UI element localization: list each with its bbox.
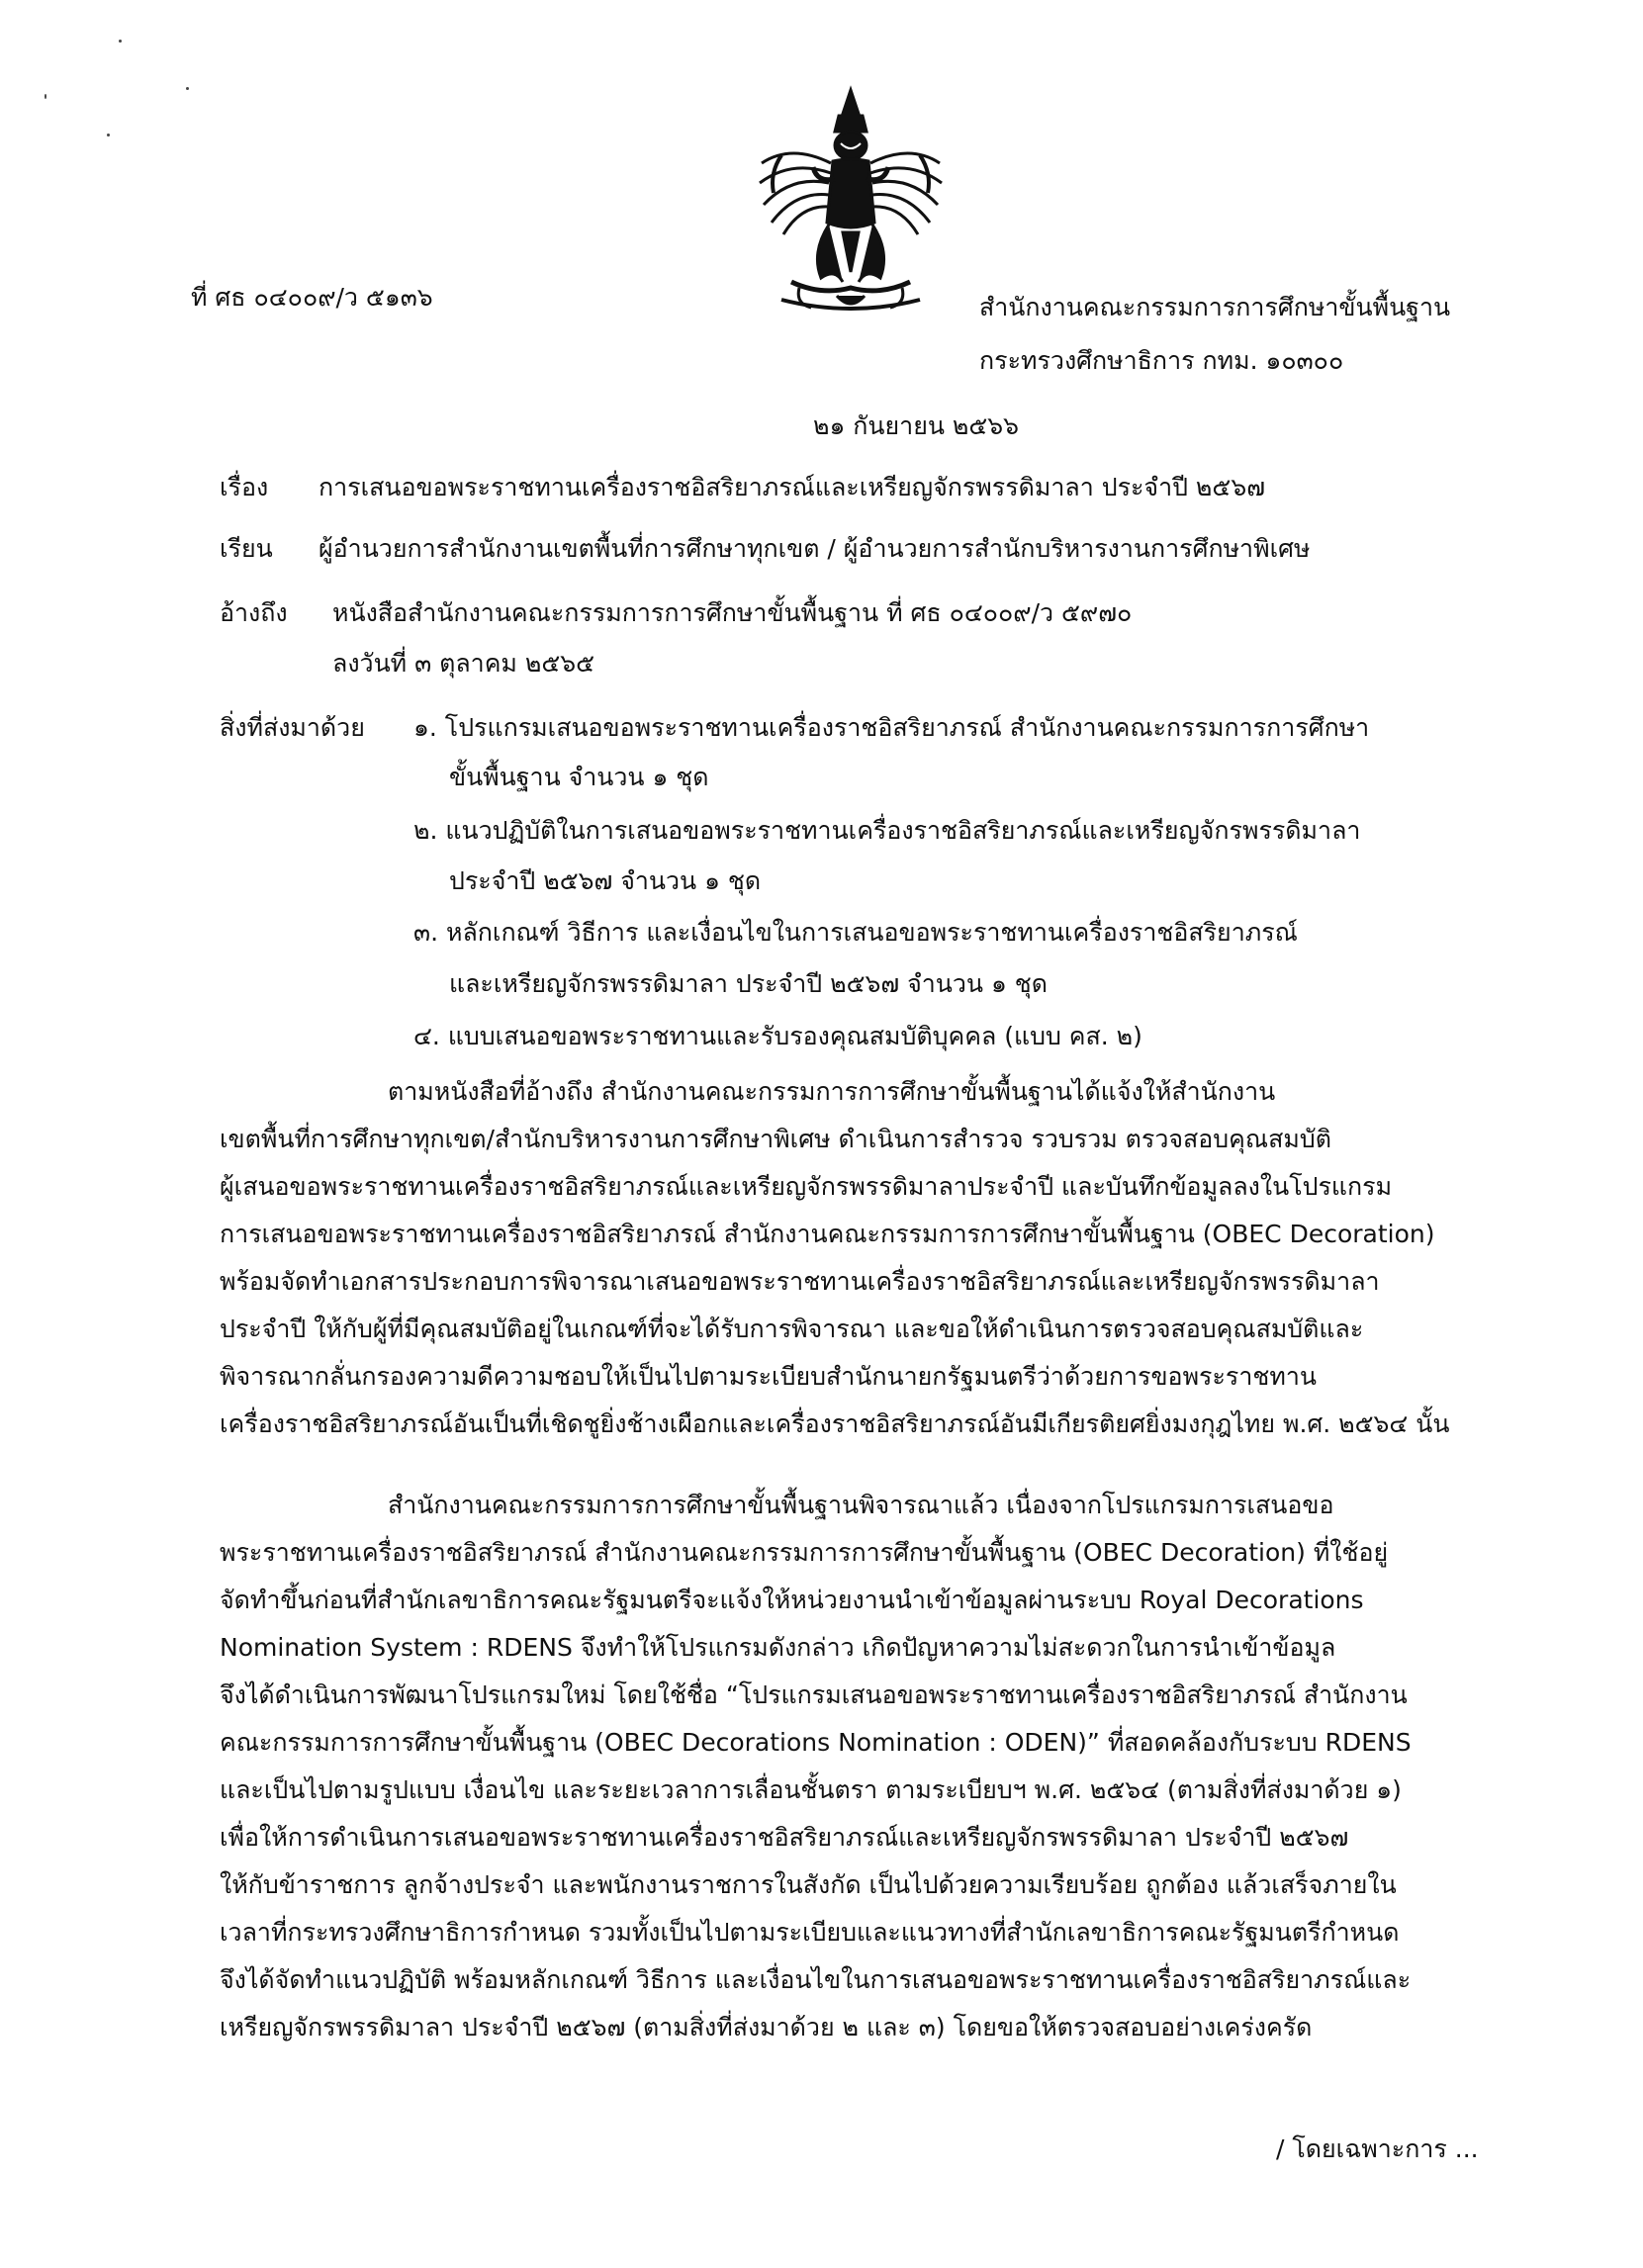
scan-speck xyxy=(119,40,122,43)
paragraph-line: เหรียญจักรพรรดิมาลา ประจำปี ๒๕๖๗ (ตามสิ่งที่ส่งมาด้วย ๒ และ ๓) โดยขอให้ตรวจสอบอย่างเคร่งครัด xyxy=(220,2013,1313,2041)
paragraph-line: ผู้เสนอขอพระราชทานเครื่องราชอิสริยาภรณ์และเหรียญจักรพรรดิมาลาประจำปี และบันทึกข้อมูลลงในโปรแกรม xyxy=(220,1172,1393,1201)
letter-date: ๒๑ กันยายน ๒๕๖๖ xyxy=(813,411,1020,440)
enclosure-item-2-cont: ประจำปี ๒๕๖๗ จำนวน ๑ ชุด xyxy=(449,866,762,895)
body-paragraph-1 xyxy=(220,1068,1515,1448)
subject-text: การเสนอขอพระราชทานเครื่องราชอิสริยาภรณ์และเหรียญจักรพรรดิมาลา ประจำปี ๒๕๖๗ xyxy=(319,473,1265,501)
paragraph-line: จึงได้ดำเนินการพัฒนาโปรแกรมใหม่ โดยใช้ชื่อ “โปรแกรมเสนอขอพระราชทานเครื่องราชอิสริยาภรณ์ สำนักงาน xyxy=(220,1680,1408,1709)
scan-speck xyxy=(45,94,46,99)
paragraph-line: จัดทำขึ้นก่อนที่สำนักเลขาธิการคณะรัฐมนตรีจะแจ้งให้หน่วยงานนำเข้าข้อมูลผ่านระบบ Royal Decorations xyxy=(220,1586,1364,1614)
paragraph-line: เวลาที่กระทรวงศึกษาธิการกำหนด รวมทั้งเป็นไปตามระเบียบและแนวทางที่สำนักเลขาธิการคณะรัฐมนตรีกำหนด xyxy=(220,1918,1400,1947)
paragraph-line: พร้อมจัดทำเอกสารประกอบการพิจารณาเสนอขอพระราชทานเครื่องราชอิสริยาภรณ์และเหรียญจักรพรรดิมาลา xyxy=(220,1267,1380,1296)
paragraph-line: คณะกรรมการการศึกษาขั้นพื้นฐาน (OBEC Decorations Nomination : ODEN)” ที่สอดคล้องกับระบบ RDENS xyxy=(220,1728,1412,1757)
scan-speck xyxy=(107,134,110,136)
reference-label: อ้างถึง xyxy=(220,598,288,627)
paragraph-line: เขตพื้นที่การศึกษาทุกเขต/สำนักบริหารงานการศึกษาพิเศษ ดำเนินการสำรวจ รวบรวม ตรวจสอบคุณสมบัติ xyxy=(220,1125,1331,1153)
paragraph-line: ตามหนังสือที่อ้างถึง สำนักงานคณะกรรมการการศึกษาขั้นพื้นฐานได้แจ้งให้สำนักงาน xyxy=(388,1077,1276,1106)
paragraph-line: การเสนอขอพระราชทานเครื่องราชอิสริยาภรณ์ สำนักงานคณะกรรมการการศึกษาขั้นพื้นฐาน (OBEC Decoration) xyxy=(220,1220,1435,1248)
enclosure-item-1: ๑. โปรแกรมเสนอขอพระราชทานเครื่องราชอิสริยาภรณ์ สำนักงานคณะกรรมการการศึกษา xyxy=(413,713,1370,742)
paragraph-line: จึงได้จัดทำแนวปฏิบัติ พร้อมหลักเกณฑ์ วิธีการ และเงื่อนไขในการเสนอขอพระราชทานเครื่องราชอิสริยาภรณ์และ xyxy=(220,1965,1412,1994)
paragraph-line: พิจารณากลั่นกรองความดีความชอบให้เป็นไปตามระเบียบสำนักนายกรัฐมนตรีว่าด้วยการขอพระราชทาน xyxy=(220,1362,1317,1391)
enclosure-item-4: ๔. แบบเสนอขอพระราชทานและรับรองคุณสมบัติบุคคล (แบบ คส. ๒) xyxy=(413,1022,1142,1050)
garuda-emblem-icon xyxy=(752,84,950,321)
enclosure-item-2: ๒. แนวปฏิบัติในการเสนอขอพระราชทานเครื่องราชอิสริยาภรณ์และเหรียญจักรพรรดิมาลา xyxy=(413,816,1361,845)
scan-speck xyxy=(186,87,189,90)
recipient-text: ผู้อำนวยการสำนักงานเขตพื้นที่การศึกษาทุกเขต / ผู้อำนวยการสำนักบริหารงานการศึกษาพิเศษ xyxy=(319,534,1311,563)
reference-number: ที่ ศธ ๐๔๐๐๙/ว ๕๑๓๖ xyxy=(191,283,433,312)
enclosure-item-3-cont: และเหรียญจักรพรรดิมาลา ประจำปี ๒๕๖๗ จำนวน ๑ ชุด xyxy=(449,969,1048,998)
paragraph-line: เครื่องราชอิสริยาภรณ์อันเป็นที่เชิดชูยิ่งช้างเผือกและเครื่องราชอิสริยาภรณ์อันมีเกียรติยศยิ่งมงกุฎไทย พ.ศ. ๒๕๖๔ นั้น xyxy=(220,1409,1450,1438)
body-paragraph-2 xyxy=(220,1482,1515,2051)
recipient-label: เรียน xyxy=(220,534,273,563)
agency-name: สำนักงานคณะกรรมการการศึกษาขั้นพื้นฐาน xyxy=(979,293,1451,321)
continuation-marker: / โดยเฉพาะการ ... xyxy=(1276,2134,1479,2163)
paragraph-line: เพื่อให้การดำเนินการเสนอขอพระราชทานเครื่องราชอิสริยาภรณ์และเหรียญจักรพรรดิมาลา ประจำปี ๒๕๖๗ xyxy=(220,1823,1349,1852)
paragraph-line: ให้กับข้าราชการ ลูกจ้างประจำ และพนักงานราชการในสังกัด เป็นไปด้วยความเรียบร้อย ถูกต้อง แล้วเสร็จภายใน xyxy=(220,1870,1397,1899)
paragraph-line: ประจำปี ให้กับผู้ที่มีคุณสมบัติอยู่ในเกณฑ์ที่จะได้รับการพิจารณา และขอให้ดำเนินการตรวจสอบคุณสมบัติและ xyxy=(220,1315,1364,1343)
enclosure-item-3: ๓. หลักเกณฑ์ วิธีการ และเงื่อนไขในการเสนอขอพระราชทานเครื่องราชอิสริยาภรณ์ xyxy=(413,918,1298,947)
paragraph-line: พระราชทานเครื่องราชอิสริยาภรณ์ สำนักงานคณะกรรมการการศึกษาขั้นพื้นฐาน (OBEC Decoration) ที่ใช้อยู่ xyxy=(220,1538,1389,1567)
enclosures-label: สิ่งที่ส่งมาด้วย xyxy=(220,713,365,742)
paragraph-line: Nomination System : RDENS จึงทำให้โปรแกรมดังกล่าว เกิดปัญหาความไม่สะดวกในการนำเข้าข้อมูล xyxy=(220,1633,1336,1662)
enclosure-item-1-cont: ขั้นพื้นฐาน จำนวน ๑ ชุด xyxy=(449,763,709,791)
reference-line-1: หนังสือสำนักงานคณะกรรมการการศึกษาขั้นพื้นฐาน ที่ ศธ ๐๔๐๐๙/ว ๕๙๗๐ xyxy=(332,598,1133,627)
paragraph-line: และเป็นไปตามรูปแบบ เงื่อนไข และระยะเวลาการเลื่อนชั้นตรา ตามระเบียบฯ พ.ศ. ๒๕๖๔ (ตามสิ่งที่ส่งมาด้วย ๑) xyxy=(220,1775,1402,1804)
paragraph-line: สำนักงานคณะกรรมการการศึกษาขั้นพื้นฐานพิจารณาแล้ว เนื่องจากโปรแกรมการเสนอขอ xyxy=(388,1491,1334,1519)
reference-line-2: ลงวันที่ ๓ ตุลาคม ๒๕๖๕ xyxy=(332,649,595,678)
agency-address: กระทรวงศึกษาธิการ กทม. ๑๐๓๐๐ xyxy=(979,346,1344,375)
subject-label: เรื่อง xyxy=(220,473,269,501)
